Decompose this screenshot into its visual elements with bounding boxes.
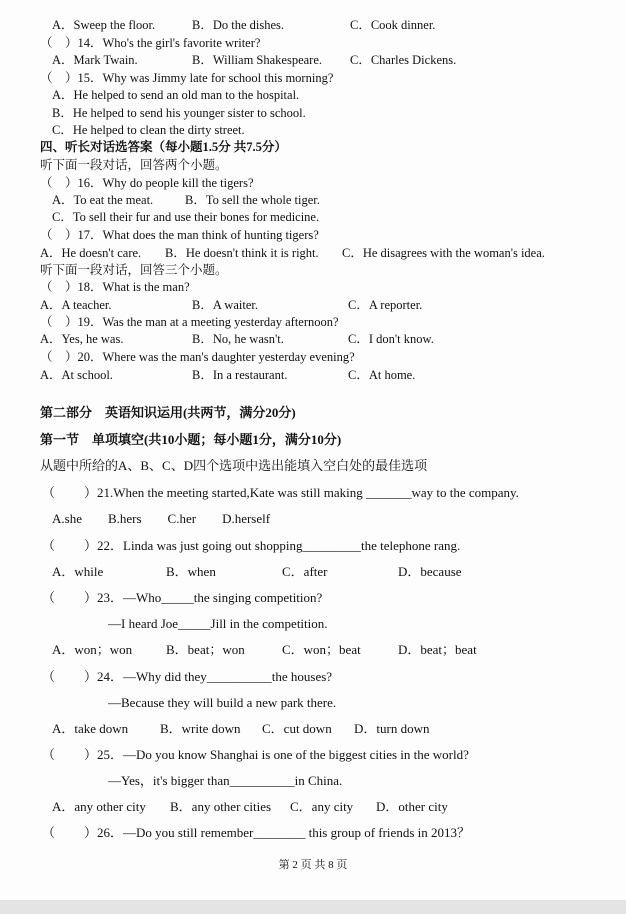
q23-option-b: B．beat；won [166,642,245,657]
q16-option-a: A．To eat the meat. [52,193,154,207]
q14-option-a: A．Mark Twain. [52,53,138,67]
q16-option-b: B．To sell the whole tiger. [185,193,320,207]
question-14: （ ）14．Who's the girl's favorite writer? [40,36,261,50]
q22-option-c: C．after [282,564,328,579]
q24-option-c: C．cut down [262,721,332,736]
q24-option-d: D．turn down [354,721,430,736]
q21-options: A.she B.hers C.her D.herself [52,511,271,526]
q23-answer-bracket: （ [42,590,56,605]
q19-option-c: C．I don't know. [348,332,434,346]
q17-option-c: C．He disagrees with the woman's idea. [342,246,545,260]
q19-option-b: B．No, he wasn't. [192,332,284,346]
question-26: ）26．—Do you still remember________ this group of friends in 2013？ [84,825,470,840]
question-19: （ ）19．Was the man at a meeting yesterday afternoon? [40,315,339,329]
q20-option-b: B．In a restaurant. [192,368,288,382]
q25-option-a: A．any other city [52,799,146,814]
section-1-heading: 第一节 单项填空(共10小题；每小题1分，满分10分) [40,432,342,447]
q23-option-c: C．won；beat [282,642,361,657]
q18-option-b: B．A waiter. [192,298,258,312]
q25-option-d: D．other city [376,799,448,814]
page-number: 第 2 页 共 8 页 [278,859,348,871]
q19-option-a: A．Yes, he was. [40,332,124,346]
q22-option-d: D．because [398,564,462,579]
q18-option-a: A．A teacher. [40,298,112,312]
section-1-instruction: 从题中所给的A、B、C、D四个选项中选出能填入空白处的最佳选项 [40,458,428,473]
q23-reply: —I heard Joe_____Jill in the competition. [108,616,328,631]
q24-option-b: B．write down [160,721,241,736]
q26-answer-bracket: （ [42,825,56,840]
section-4-heading: 四、听长对话选答案（每小题1.5分 共7.5分） [40,140,287,154]
q22-option-a: A．while [52,564,104,579]
q20-option-a: A．At school. [40,368,113,382]
q22-answer-bracket: （ [42,538,56,553]
q20-option-c: C．At home. [348,368,416,382]
part-2-heading: 第二部分 英语知识运用(共两节，满分20分) [40,405,296,420]
question-24: ）24．—Why did they__________the houses? [84,669,333,684]
question-16: （ ）16．Why do people kill the tigers? [40,176,254,190]
q24-option-a: A．take down [52,721,129,736]
question-20: （ ）20．Where was the man's daughter yesterday evening? [40,350,355,364]
q15-option-a: A．He helped to send an old man to the hospital. [52,88,300,102]
q18-option-c: C．A reporter. [348,298,423,312]
q25-option-c: C．any city [290,799,354,814]
q17-option-b: B．He doesn't think it is right. [165,246,319,260]
q25-option-b: B．any other cities [170,799,272,814]
question-18: （ ）18．What is the man? [40,280,190,294]
q13-option-a: A．Sweep the floor. [52,18,156,32]
q24-answer-bracket: （ [42,669,56,684]
question-17: （ ）17．What does the man think of hunting tigers? [40,228,319,242]
q25-answer-bracket: （ [42,747,56,762]
question-15: （ ）15．Why was Jimmy late for school this morning? [40,71,334,85]
q14-option-b: B．William Shakespeare. [192,53,323,67]
q15-option-c: C．He helped to clean the dirty street. [52,123,245,137]
q16-option-c: C．To sell their fur and use their bones for medicine. [52,210,320,224]
q17-option-a: A．He doesn't care. [40,246,142,260]
bottom-scroll-band [0,900,626,914]
q14-option-c: C．Charles Dickens. [350,53,457,67]
q23-option-a: A．won；won [52,642,133,657]
question-21: ）21.When the meeting started,Kate was still making _______way to the company. [84,485,519,500]
q22-option-b: B．when [166,564,216,579]
question-25: ）25．—Do you know Shanghai is one of the biggest cities in the world? [84,747,469,762]
question-23: ）23．—Who_____the singing competition? [84,590,323,605]
q15-option-b: B．He helped to send his younger sister to school. [52,106,306,120]
q23-option-d: D．beat；beat [398,642,477,657]
q25-reply: —Yes，it's bigger than__________in China. [108,773,343,788]
dialogue-instruction-1: 听下面一段对话，回答两个小题。 [40,158,228,172]
dialogue-instruction-2: 听下面一段对话，回答三个小题。 [40,263,228,277]
q24-reply: —Because they will build a new park there. [108,695,337,710]
q13-option-c: C．Cook dinner. [350,18,436,32]
q21-answer-bracket: （ [42,485,56,500]
q13-option-b: B．Do the dishes. [192,18,285,32]
question-22: ）22．Linda was just going out shopping_________the telephone rang. [84,538,461,553]
